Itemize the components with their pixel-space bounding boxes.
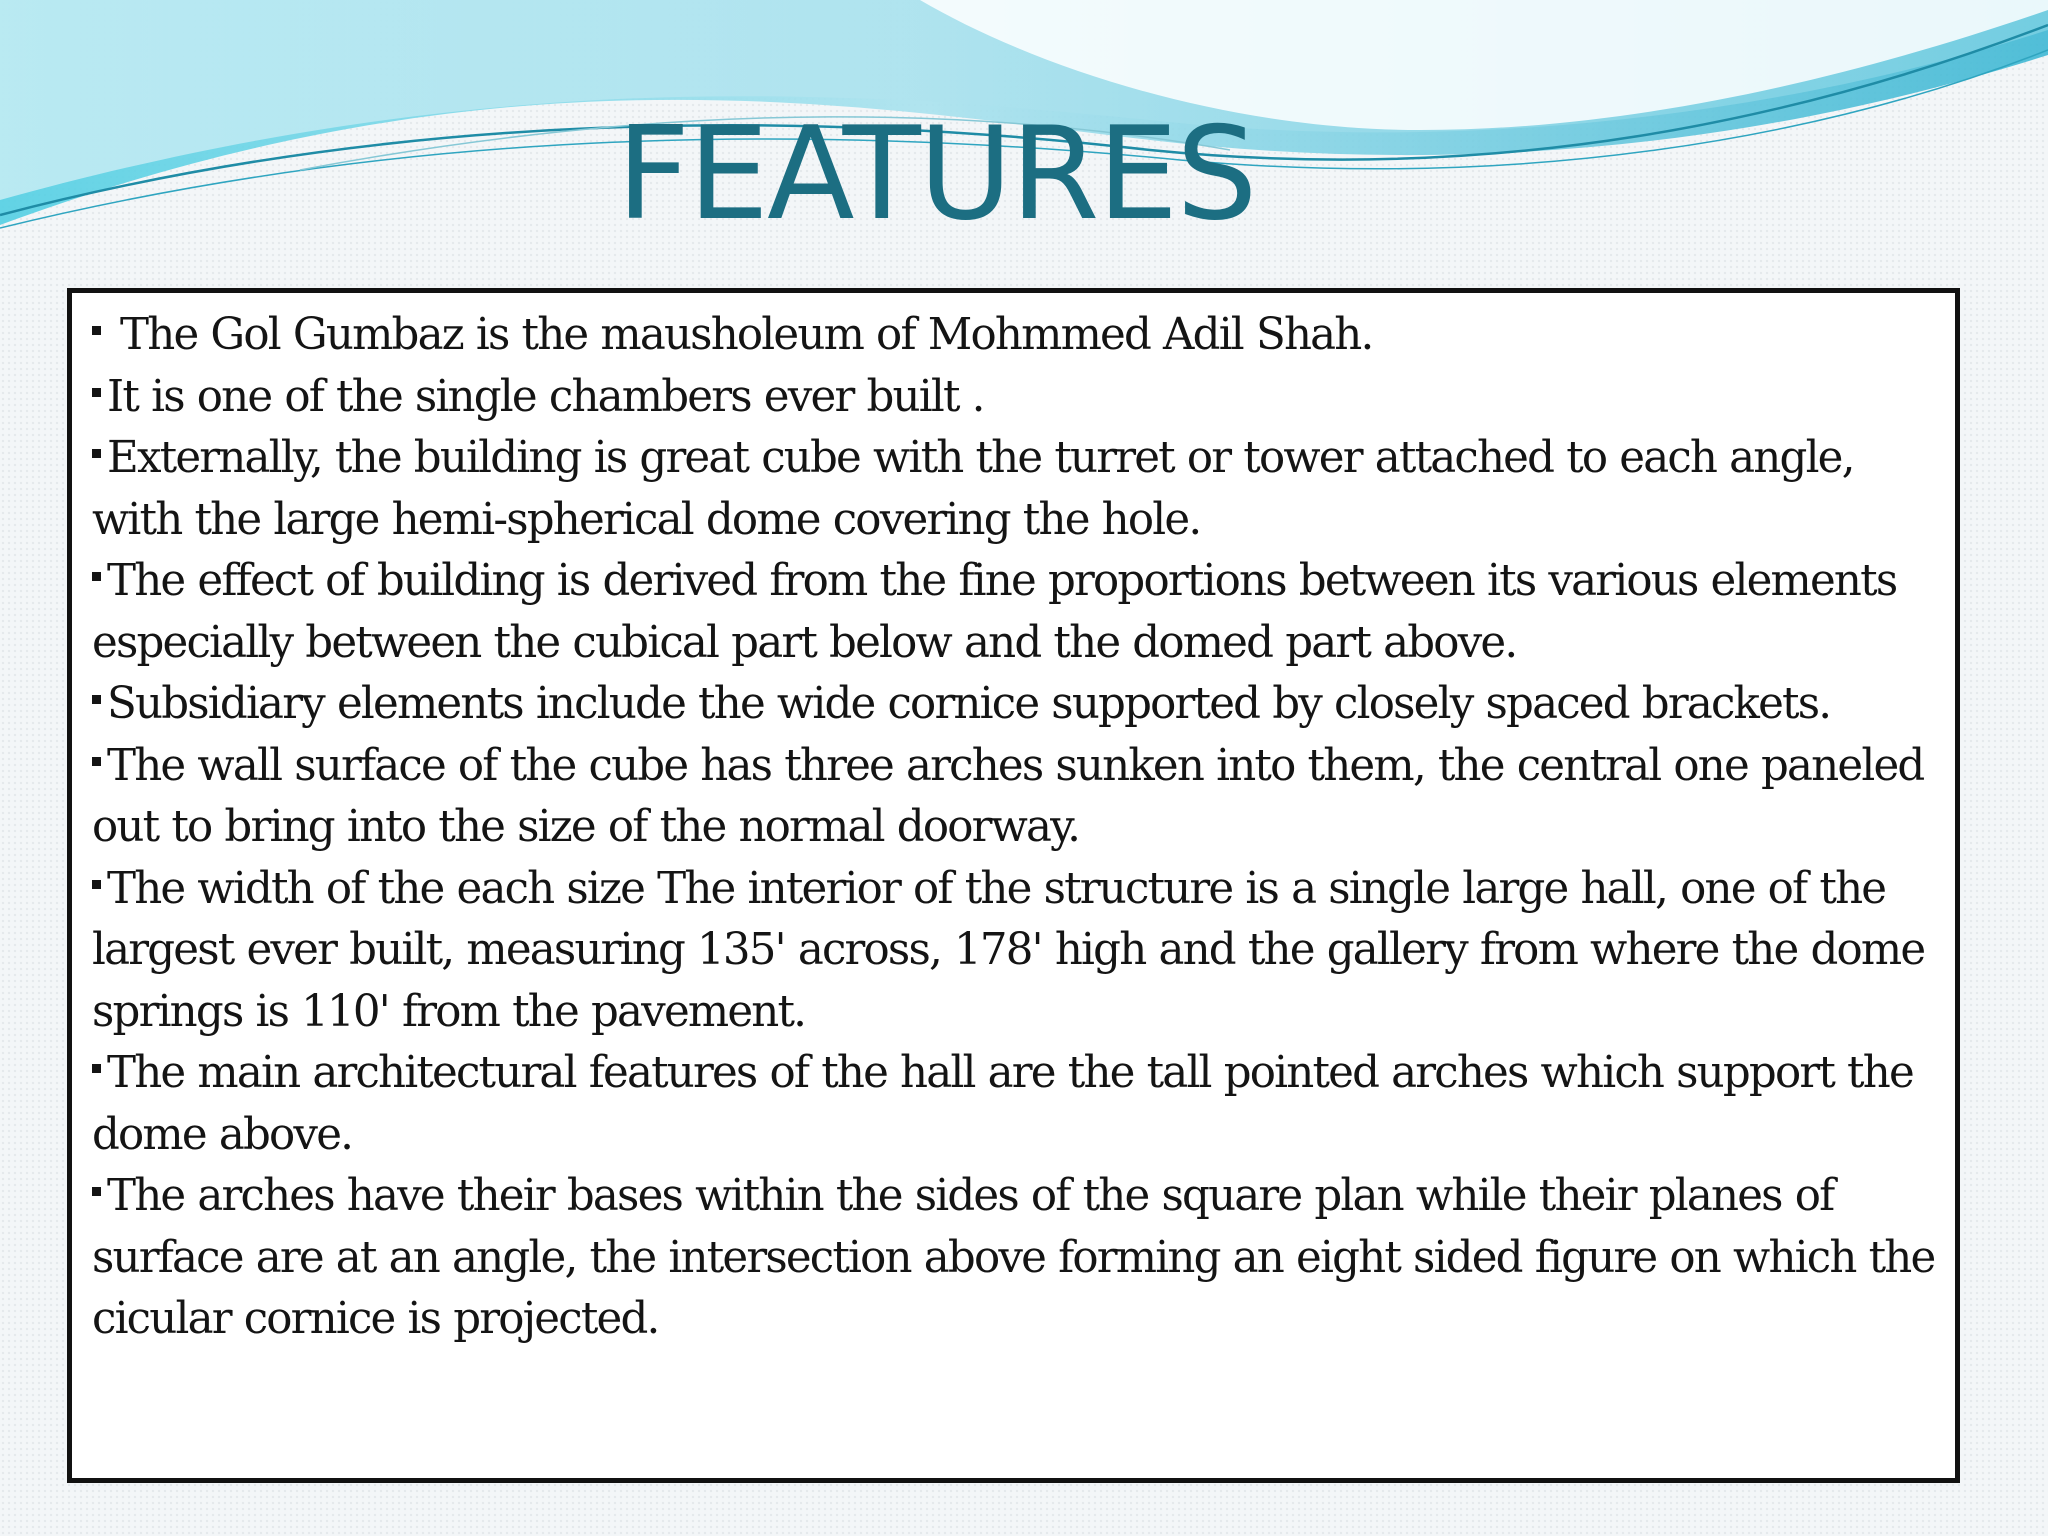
square-bullet-icon xyxy=(92,1064,101,1073)
square-bullet-icon xyxy=(92,326,101,335)
bullet-item xyxy=(92,859,1941,1044)
bullet-item xyxy=(92,428,1941,551)
bullet-text: The effect of building is derived from the fine proportions between its various elements especially between the cubical part below and the domed part above. xyxy=(92,556,1897,668)
bullet-item xyxy=(92,674,1941,736)
bullet-list xyxy=(92,305,1941,1351)
content-box xyxy=(67,288,1960,1483)
bullet-item xyxy=(92,736,1941,859)
square-bullet-icon xyxy=(92,1187,101,1196)
square-bullet-icon xyxy=(92,388,101,397)
bullet-text: It is one of the single chambers ever built . xyxy=(107,371,984,422)
bullet-text: Subsidiary elements include the wide cornice supported by closely spaced brackets. xyxy=(107,679,1831,729)
square-bullet-icon xyxy=(92,695,101,704)
bullet-text: The wall surface of the cube has three arches sunken into them, the central one paneled out to bring into the size of the normal doorway. xyxy=(92,740,1924,852)
bullet-text: The Gol Gumbaz is the mausholeum of Mohmmed Adil Shah. xyxy=(120,310,1373,360)
square-bullet-icon xyxy=(92,757,101,766)
bullet-text: Externally, the building is great cube with the turret or tower attached to each angle, with the large hemi-spherical dome covering the hole. xyxy=(92,433,1854,545)
bullet-item xyxy=(92,305,1941,367)
bullet-item xyxy=(92,551,1941,674)
bullet-item xyxy=(92,1166,1941,1351)
bullet-text: The main architectural features of the hall are the tall pointed arches which support the dome above. xyxy=(92,1048,1913,1160)
square-bullet-icon xyxy=(92,449,101,458)
slide-title: FEATURES xyxy=(616,100,1256,249)
square-bullet-icon xyxy=(92,572,101,581)
bullet-item xyxy=(92,367,1941,429)
bullet-text: The arches have their bases within the sides of the square plan while their planes of surface are at an angle, the intersection above forming an eight sided figure on which the cicular cornice is projected. xyxy=(92,1171,1935,1344)
square-bullet-icon xyxy=(92,880,101,889)
bullet-text: The width of the each size The interior of the structure is a single large hall, one of the largest ever built, measuring 135' across, 178' high and the gallery from where the dome springs is 110' from the pavement. xyxy=(92,863,1925,1037)
bullet-item xyxy=(92,1043,1941,1166)
